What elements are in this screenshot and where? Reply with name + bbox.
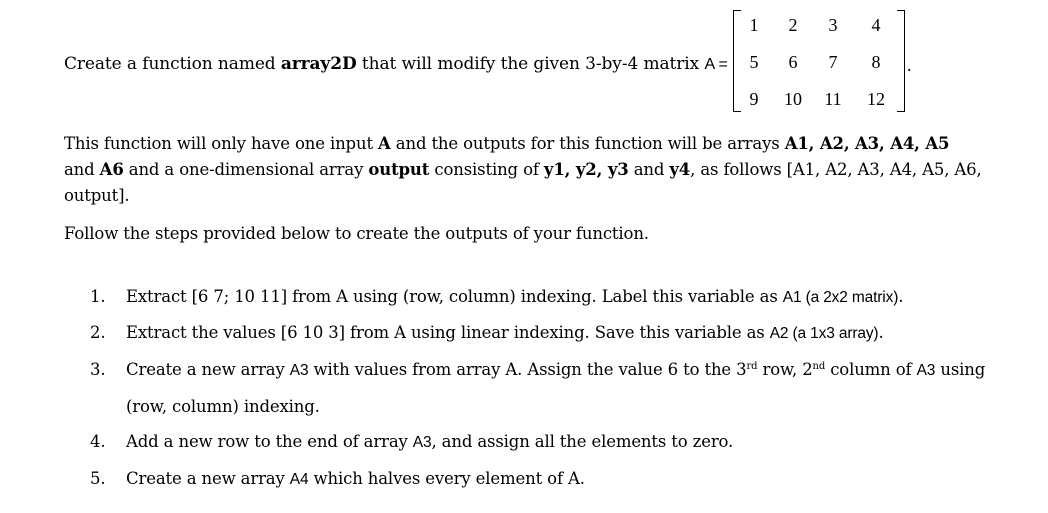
text-run: Extract [6 7; 10 11] from A using (row, column) indexing. Label this variable as (126, 287, 783, 306)
bold-run: output (368, 160, 430, 179)
matrix-cell: 1 (749, 15, 759, 35)
superscript: nd (812, 361, 826, 372)
matrix-cell: 11 (824, 89, 842, 109)
matrix-cell: 6 (788, 52, 798, 72)
step-number: 3. (90, 360, 106, 379)
text-run: and the outputs for this function will be arrays (390, 134, 785, 153)
bold-run: y1, y2, y3 (543, 160, 629, 179)
bold-run: y4 (669, 160, 691, 179)
text-run: Create a new array (126, 469, 290, 488)
step-number: 2. (90, 323, 106, 342)
step-number: 4. (90, 432, 106, 451)
superscript: rd (746, 361, 758, 372)
matrix-a (733, 8, 905, 112)
text-run: consisting of (429, 160, 544, 179)
equation-label: A = (704, 56, 728, 73)
variable-run: A4 (289, 471, 309, 488)
text-run: Extract the values [6 10 3] from A using linear indexing. Save this variable as (126, 323, 770, 342)
bold-run: A6 (99, 160, 124, 179)
text-run: . (898, 287, 904, 306)
matrix-right-bracket (897, 10, 905, 112)
text-run: column of (825, 360, 917, 379)
bold-run: A (378, 134, 391, 153)
text-run: , and assign all the elements to zero. (431, 432, 734, 451)
text-run: row, 2 (757, 360, 813, 379)
matrix-cell: 2 (788, 15, 798, 35)
intro-middle: that will modify the given 3-by-4 matrix (356, 54, 705, 74)
text-run: , as follows [A1, A2, A3, A4, A5, A6, output]. (64, 160, 982, 205)
matrix-cell: 5 (749, 52, 759, 72)
text-run: . (878, 323, 884, 342)
variable-run: A3 (916, 362, 936, 379)
variable-run: A3 (289, 362, 309, 379)
text-run: and (64, 160, 100, 179)
text-run: and (628, 160, 670, 179)
instructions-paragraph: Follow the steps provided below to create the outputs of your function. (64, 224, 649, 243)
matrix-cell: 8 (871, 52, 881, 72)
matrix-cell: 9 (749, 89, 759, 109)
matrix-cell: 12 (867, 89, 885, 109)
text-run: which halves every element of A. (308, 469, 585, 488)
matrix-cell: 3 (828, 15, 838, 35)
variable-run: A2 (a 1x3 array) (769, 325, 879, 342)
intro-sentence (64, 52, 728, 77)
text-run: using (935, 360, 986, 379)
intro-prefix: Create a function named (64, 54, 281, 74)
function-name: array2D (280, 54, 357, 74)
text-run: This function will only have one input (64, 134, 379, 153)
text-run: with values from array A. Assign the value 6 to the 3 (308, 360, 747, 379)
step-number: 5. (90, 469, 106, 488)
step-number: 1. (90, 287, 106, 306)
text-run: Create a new array (126, 360, 290, 379)
matrix-period: . (907, 55, 912, 75)
variable-run: A1 (a 2x2 matrix) (782, 289, 899, 306)
text-run: and a one-dimensional array (123, 160, 369, 179)
matrix-cell: 4 (871, 15, 881, 35)
text-run: Add a new row to the end of array (126, 432, 413, 451)
description-paragraph (64, 131, 994, 209)
step-3-continuation: (row, column) indexing. (126, 397, 320, 416)
variable-run: A3 (412, 434, 432, 451)
matrix-cell: 7 (828, 52, 838, 72)
matrix-cell: 10 (784, 89, 802, 109)
bold-run: A1, A2, A3, A4, A5 (784, 134, 950, 153)
